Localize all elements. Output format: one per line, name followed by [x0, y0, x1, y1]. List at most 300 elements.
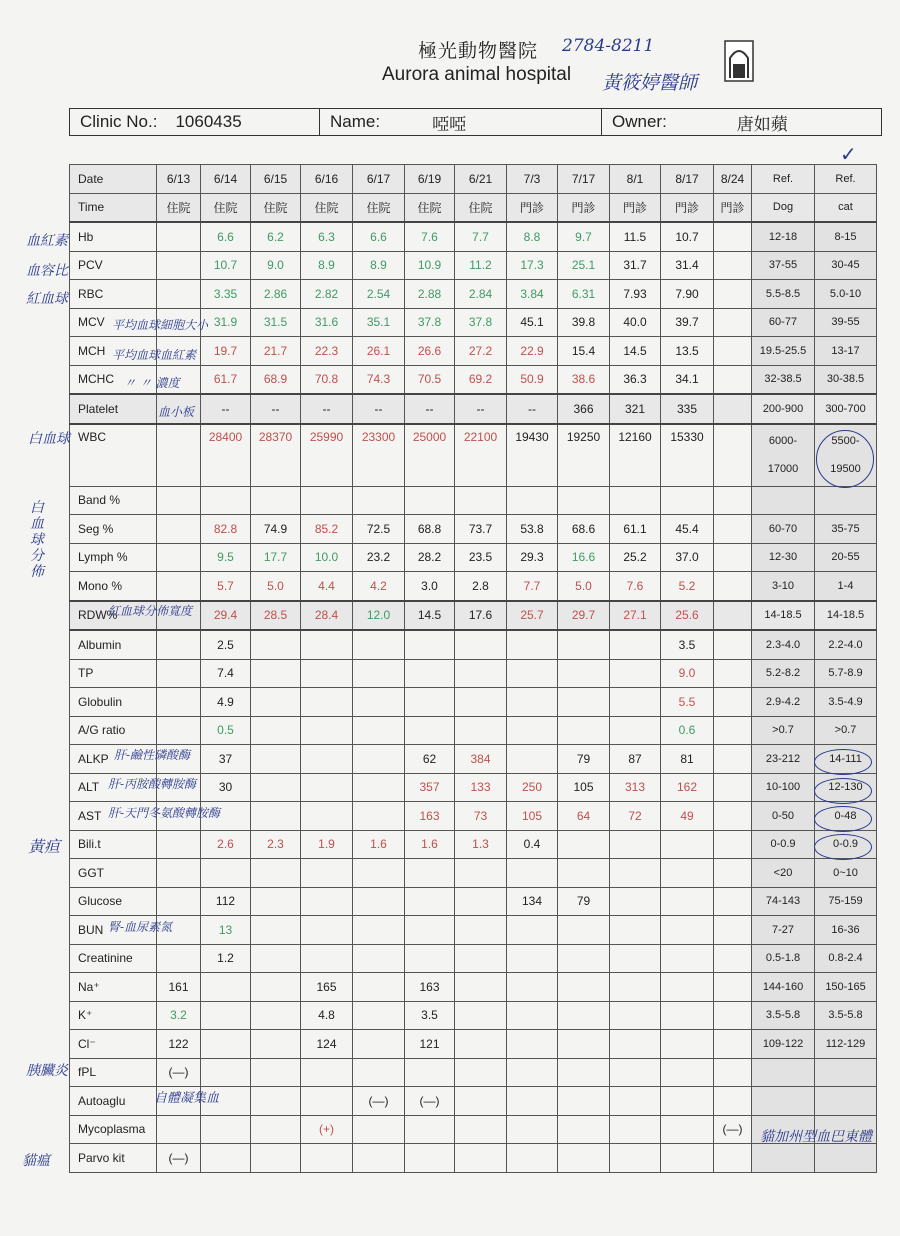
- result-cell: 64: [558, 802, 610, 831]
- result-cell: [714, 659, 752, 688]
- result-cell: [201, 1030, 251, 1059]
- result-cell: 3.2: [157, 1001, 201, 1030]
- result-row: [70, 630, 877, 659]
- result-cell: [610, 830, 661, 859]
- result-cell: 5.0: [558, 572, 610, 601]
- result-cell: [157, 944, 201, 973]
- result-cell: 124: [301, 1030, 353, 1059]
- handwritten-doctor: 黃筱婷醫師: [602, 72, 698, 94]
- result-row: [70, 830, 877, 859]
- result-cell: 1.2: [201, 944, 251, 973]
- result-cell: [353, 1030, 405, 1059]
- test-name: Parvo kit: [70, 1144, 157, 1173]
- ref-dog-range: [752, 1144, 815, 1173]
- check-mark: ✓: [840, 142, 857, 166]
- result-cell: 79: [558, 887, 610, 916]
- result-cell: 112: [201, 887, 251, 916]
- result-cell: [714, 716, 752, 745]
- result-cell: 5.2: [661, 572, 714, 601]
- result-row: [70, 1115, 877, 1144]
- test-name: Mycoplasma: [70, 1115, 157, 1144]
- result-cell: --: [251, 394, 301, 424]
- result-cell: [353, 1001, 405, 1030]
- result-cell: [455, 859, 507, 888]
- result-cell: [714, 308, 752, 337]
- result-cell: [714, 1087, 752, 1116]
- result-cell: 2.84: [455, 280, 507, 309]
- result-cell: (—): [353, 1087, 405, 1116]
- time-row: [70, 193, 877, 222]
- result-cell: [610, 859, 661, 888]
- result-cell: 12.0: [353, 601, 405, 631]
- result-cell: 11.2: [455, 251, 507, 280]
- result-cell: [610, 486, 661, 515]
- result-cell: [301, 659, 353, 688]
- result-cell: 7.6: [610, 572, 661, 601]
- result-cell: [714, 1058, 752, 1087]
- result-cell: 10.7: [201, 251, 251, 280]
- result-cell: 21.7: [251, 337, 301, 366]
- test-name: Lymph %: [70, 543, 157, 572]
- result-cell: [507, 916, 558, 945]
- result-cell: 25.1: [558, 251, 610, 280]
- result-cell: [507, 716, 558, 745]
- result-cell: [507, 944, 558, 973]
- result-cell: 6.3: [301, 222, 353, 251]
- result-cell: [455, 1058, 507, 1087]
- result-cell: 10.9: [405, 251, 455, 280]
- result-cell: 28.5: [251, 601, 301, 631]
- result-cell: [558, 859, 610, 888]
- result-cell: [507, 486, 558, 515]
- result-cell: [558, 716, 610, 745]
- time-cell: 住院: [353, 193, 405, 222]
- result-cell: 321: [610, 394, 661, 424]
- ref-dog-range: 0-0.9: [752, 830, 815, 859]
- result-cell: [507, 630, 558, 659]
- ref-cat-range: 5.0-10: [815, 280, 877, 309]
- result-cell: [558, 1001, 610, 1030]
- ref-dog-range: 19.5-25.5: [752, 337, 815, 366]
- result-cell: [661, 830, 714, 859]
- result-cell: [157, 424, 201, 487]
- ref-cat-range: 14-111: [815, 745, 877, 774]
- result-cell: [251, 773, 301, 802]
- ref-dog-range: 23-212: [752, 745, 815, 774]
- result-cell: 31.4: [661, 251, 714, 280]
- result-cell: [455, 973, 507, 1002]
- note-rdw: 紅血球分佈寬度: [108, 604, 193, 618]
- result-cell: 2.8: [455, 572, 507, 601]
- result-cell: [558, 1058, 610, 1087]
- result-cell: [507, 688, 558, 717]
- result-cell: 3.35: [201, 280, 251, 309]
- result-cell: [610, 944, 661, 973]
- result-cell: 3.84: [507, 280, 558, 309]
- clinic-number-value: 1060435: [175, 112, 242, 131]
- result-cell: 45.4: [661, 515, 714, 544]
- result-row: [70, 688, 877, 717]
- result-cell: [610, 1144, 661, 1173]
- result-cell: [610, 1087, 661, 1116]
- result-cell: 10.0: [301, 543, 353, 572]
- result-row: [70, 1144, 877, 1173]
- result-cell: [157, 280, 201, 309]
- result-cell: [455, 1030, 507, 1059]
- ref-dog-range: >0.7: [752, 716, 815, 745]
- ref-dog-range: [752, 486, 815, 515]
- result-cell: [301, 802, 353, 831]
- result-cell: [661, 1144, 714, 1173]
- result-cell: 133: [455, 773, 507, 802]
- result-cell: 3.5: [405, 1001, 455, 1030]
- ref-cat-range: [815, 486, 877, 515]
- result-cell: 26.1: [353, 337, 405, 366]
- result-cell: (—): [714, 1115, 752, 1144]
- result-row: [70, 745, 877, 774]
- ref-cat-range: 30-38.5: [815, 365, 877, 394]
- ref-dog-range: 7-27: [752, 916, 815, 945]
- time-cell: 住院: [455, 193, 507, 222]
- result-cell: 6.6: [201, 222, 251, 251]
- result-cell: [301, 716, 353, 745]
- result-cell: [157, 659, 201, 688]
- note-fpl: 胰臟炎: [26, 1063, 68, 1079]
- result-cell: [301, 486, 353, 515]
- result-cell: [405, 1115, 455, 1144]
- result-cell: [405, 659, 455, 688]
- owner-value: 唐如蘋: [736, 114, 788, 134]
- result-cell: [405, 1058, 455, 1087]
- ref-dog-range: 14-18.5: [752, 601, 815, 631]
- result-cell: 14.5: [405, 601, 455, 631]
- test-name: A/G ratio: [70, 716, 157, 745]
- result-cell: --: [507, 394, 558, 424]
- result-cell: [353, 802, 405, 831]
- result-cell: [251, 486, 301, 515]
- result-cell: [507, 1087, 558, 1116]
- result-cell: 85.2: [301, 515, 353, 544]
- result-row: [70, 486, 877, 515]
- result-cell: [157, 859, 201, 888]
- result-cell: (—): [157, 1144, 201, 1173]
- result-cell: 1.6: [405, 830, 455, 859]
- ref-cat-range: 112-129: [815, 1030, 877, 1059]
- result-cell: [507, 659, 558, 688]
- result-cell: [455, 887, 507, 916]
- result-cell: 16.6: [558, 543, 610, 572]
- result-cell: [251, 1030, 301, 1059]
- result-cell: [661, 973, 714, 1002]
- result-cell: 61.7: [201, 365, 251, 394]
- result-cell: [405, 859, 455, 888]
- result-cell: 5.0: [251, 572, 301, 601]
- result-row: [70, 887, 877, 916]
- result-cell: 37.0: [661, 543, 714, 572]
- result-cell: [251, 745, 301, 774]
- result-cell: 36.3: [610, 365, 661, 394]
- test-name: RBC: [70, 280, 157, 309]
- result-cell: [251, 1087, 301, 1116]
- result-cell: [714, 222, 752, 251]
- result-cell: [201, 859, 251, 888]
- result-cell: [251, 1144, 301, 1173]
- ref-dog-range: 5.5-8.5: [752, 280, 815, 309]
- result-cell: [353, 1115, 405, 1144]
- test-name: Band %: [70, 486, 157, 515]
- result-cell: 0.5: [201, 716, 251, 745]
- result-cell: 2.54: [353, 280, 405, 309]
- ref-cat-range: 0-48: [815, 802, 877, 831]
- ref-dog-range: 0.5-1.8: [752, 944, 815, 973]
- result-cell: [405, 630, 455, 659]
- result-cell: [301, 1058, 353, 1087]
- note-bili: 黃疸: [28, 837, 61, 856]
- result-cell: [455, 1144, 507, 1173]
- result-cell: 2.5: [201, 630, 251, 659]
- result-cell: [405, 486, 455, 515]
- result-cell: [714, 887, 752, 916]
- result-cell: 15330: [661, 424, 714, 487]
- result-cell: [714, 630, 752, 659]
- result-cell: [251, 1115, 301, 1144]
- result-cell: 79: [558, 745, 610, 774]
- result-cell: 35.1: [353, 308, 405, 337]
- result-cell: [714, 394, 752, 424]
- note-differential: 白血球分佈: [30, 500, 44, 580]
- result-cell: 7.93: [610, 280, 661, 309]
- result-cell: [455, 1115, 507, 1144]
- result-cell: 73.7: [455, 515, 507, 544]
- result-cell: [157, 222, 201, 251]
- result-cell: [251, 887, 301, 916]
- result-cell: [353, 1058, 405, 1087]
- result-cell: [157, 830, 201, 859]
- result-cell: 162: [661, 773, 714, 802]
- result-cell: 1.3: [455, 830, 507, 859]
- ref-cat-range: 150-165: [815, 973, 877, 1002]
- result-cell: 6.31: [558, 280, 610, 309]
- result-cell: 68.8: [405, 515, 455, 544]
- owner-label: Owner:: [612, 112, 667, 131]
- hospital-name-cn: 極光動物醫院: [418, 40, 539, 62]
- date-cell: 6/19: [405, 165, 455, 194]
- result-cell: 19.7: [201, 337, 251, 366]
- result-cell: [201, 1115, 251, 1144]
- result-cell: [610, 630, 661, 659]
- result-cell: 163: [405, 802, 455, 831]
- ref-dog-range: 74-143: [752, 887, 815, 916]
- result-cell: [714, 543, 752, 572]
- ref-dog-range: 144-160: [752, 973, 815, 1002]
- result-cell: [661, 944, 714, 973]
- result-cell: [714, 916, 752, 945]
- result-cell: [251, 973, 301, 1002]
- result-cell: (+): [301, 1115, 353, 1144]
- ref-cat-range: 2.2-4.0: [815, 630, 877, 659]
- result-cell: [405, 944, 455, 973]
- ref-cat-range: 3.5-5.8: [815, 1001, 877, 1030]
- owner-cell: [602, 109, 881, 135]
- result-cell: [507, 973, 558, 1002]
- note-mcv: 平均血球細胞大小: [112, 318, 209, 332]
- result-cell: 163: [405, 973, 455, 1002]
- result-cell: [301, 1144, 353, 1173]
- result-cell: [714, 515, 752, 544]
- result-cell: [610, 1115, 661, 1144]
- result-cell: 8.9: [353, 251, 405, 280]
- result-cell: 6.2: [251, 222, 301, 251]
- test-name: WBC: [70, 424, 157, 487]
- result-cell: [157, 688, 201, 717]
- result-cell: [714, 830, 752, 859]
- result-cell: 11.5: [610, 222, 661, 251]
- result-cell: [714, 802, 752, 831]
- result-cell: [661, 1058, 714, 1087]
- result-cell: [714, 859, 752, 888]
- result-cell: 121: [405, 1030, 455, 1059]
- result-cell: --: [455, 394, 507, 424]
- test-name: Na⁺: [70, 973, 157, 1002]
- test-name: K⁺: [70, 1001, 157, 1030]
- test-name: Creatinine: [70, 944, 157, 973]
- ref-cat-range: 1-4: [815, 572, 877, 601]
- result-cell: [558, 1087, 610, 1116]
- result-cell: [157, 887, 201, 916]
- result-cell: [353, 688, 405, 717]
- result-cell: [558, 659, 610, 688]
- result-cell: [353, 773, 405, 802]
- result-cell: [157, 515, 201, 544]
- ref-dog-range: 60-77: [752, 308, 815, 337]
- result-cell: [251, 1001, 301, 1030]
- result-cell: [507, 1058, 558, 1087]
- result-cell: 134: [507, 887, 558, 916]
- result-cell: 122: [157, 1030, 201, 1059]
- result-cell: [507, 745, 558, 774]
- result-cell: 72: [610, 802, 661, 831]
- time-cell: 門診: [558, 193, 610, 222]
- result-cell: 74.9: [251, 515, 301, 544]
- ref-dog-range: 2.9-4.2: [752, 688, 815, 717]
- result-cell: [405, 887, 455, 916]
- result-cell: 29.4: [201, 601, 251, 631]
- result-cell: 38.6: [558, 365, 610, 394]
- ref-cat-range: >0.7: [815, 716, 877, 745]
- result-cell: [714, 745, 752, 774]
- result-cell: [610, 887, 661, 916]
- result-cell: [353, 916, 405, 945]
- result-cell: [661, 859, 714, 888]
- result-cell: [558, 1115, 610, 1144]
- result-cell: 4.9: [201, 688, 251, 717]
- date-cell: 8/1: [610, 165, 661, 194]
- result-cell: [558, 486, 610, 515]
- result-cell: 12160: [610, 424, 661, 487]
- result-cell: [661, 1030, 714, 1059]
- test-name: MCHC: [70, 365, 157, 394]
- ref-dog-range: 2.3-4.0: [752, 630, 815, 659]
- result-cell: 10.7: [661, 222, 714, 251]
- result-cell: 0.6: [661, 716, 714, 745]
- date-cell: 6/13: [157, 165, 201, 194]
- result-cell: 31.5: [251, 308, 301, 337]
- result-cell: 313: [610, 773, 661, 802]
- date-cell: 6/14: [201, 165, 251, 194]
- result-cell: [301, 859, 353, 888]
- result-cell: 26.6: [405, 337, 455, 366]
- result-cell: [353, 630, 405, 659]
- result-cell: 74.3: [353, 365, 405, 394]
- time-cell: 門診: [610, 193, 661, 222]
- circle-alt-cat: [814, 778, 872, 804]
- result-cell: 28400: [201, 424, 251, 487]
- result-cell: 31.9: [201, 308, 251, 337]
- result-row: [70, 543, 877, 572]
- result-cell: [301, 916, 353, 945]
- circle-alkp-cat: [814, 749, 872, 775]
- result-row: [70, 424, 877, 487]
- circle-bili-cat: [814, 834, 872, 860]
- result-cell: 45.1: [507, 308, 558, 337]
- result-cell: 19430: [507, 424, 558, 487]
- result-cell: 0.4: [507, 830, 558, 859]
- test-name: Glucose: [70, 887, 157, 916]
- note-pcv: 血容比: [26, 263, 68, 279]
- test-name: Globulin: [70, 688, 157, 717]
- ref-dog-range: 3.5-5.8: [752, 1001, 815, 1030]
- ref-cat-range: 75-159: [815, 887, 877, 916]
- result-cell: [353, 887, 405, 916]
- result-cell: [714, 1144, 752, 1173]
- clinic-number-label: Clinic No.:: [80, 112, 158, 131]
- ref-dog-range: 12-30: [752, 543, 815, 572]
- test-name: MCH: [70, 337, 157, 366]
- result-cell: 34.1: [661, 365, 714, 394]
- result-cell: [714, 973, 752, 1002]
- result-cell: 31.6: [301, 308, 353, 337]
- result-cell: [610, 659, 661, 688]
- result-cell: [714, 1001, 752, 1030]
- hospital-name-en: Aurora animal hospital: [382, 64, 572, 85]
- ref-cat-range: 0~10: [815, 859, 877, 888]
- result-cell: [251, 1058, 301, 1087]
- ref-cat-species: cat: [815, 193, 877, 222]
- result-cell: --: [201, 394, 251, 424]
- result-cell: 335: [661, 394, 714, 424]
- result-cell: (—): [405, 1087, 455, 1116]
- test-name: MCV: [70, 308, 157, 337]
- result-cell: [353, 973, 405, 1002]
- result-cell: [455, 1001, 507, 1030]
- ref-cat-range: 35-75: [815, 515, 877, 544]
- result-cell: [507, 1030, 558, 1059]
- result-cell: [455, 630, 507, 659]
- result-cell: 13: [201, 916, 251, 945]
- result-cell: [353, 745, 405, 774]
- result-cell: [455, 688, 507, 717]
- result-row: [70, 1001, 877, 1030]
- result-row: [70, 365, 877, 394]
- result-row: [70, 515, 877, 544]
- date-row: [70, 165, 877, 194]
- result-cell: [558, 688, 610, 717]
- ref-cat-range: 20-55: [815, 543, 877, 572]
- result-cell: [610, 1001, 661, 1030]
- note-mch: 平均血球血紅素: [112, 348, 197, 362]
- result-cell: 9.7: [558, 222, 610, 251]
- result-cell: 1.6: [353, 830, 405, 859]
